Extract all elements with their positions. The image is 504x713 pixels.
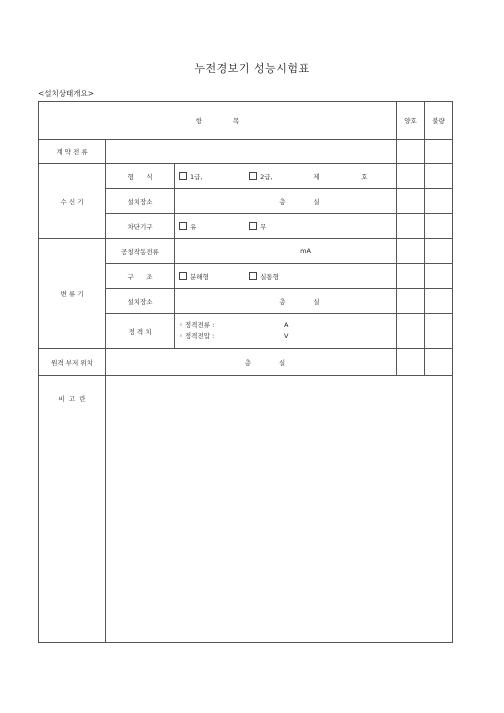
transformer-install-value[interactable]: 층 실 [175, 289, 397, 314]
receiver-breaker-value: 유 무 [175, 214, 397, 239]
transformer-current-row [39, 239, 453, 264]
transformer-install-bad[interactable] [425, 289, 453, 314]
transformer-install-label: 설치장소 [106, 289, 175, 314]
transformer-rating-value[interactable]: ◦ 정격전류 : A ◦ 정격전압 : V [175, 314, 397, 349]
header-row [39, 102, 453, 140]
remote-buzzer-row [39, 349, 453, 376]
contract-current-label: 계 약 전 류 [39, 140, 106, 164]
transformer-rating-good[interactable] [397, 314, 425, 349]
transformer-current-good[interactable] [397, 239, 425, 264]
transformer-current-bad[interactable] [425, 239, 453, 264]
remote-buzzer-bad[interactable] [425, 349, 453, 376]
remote-buzzer-good[interactable] [397, 349, 425, 376]
section-label: <설치상태개요> [38, 89, 95, 98]
contract-current-bad[interactable] [425, 140, 453, 164]
transformer-rating-label: 정 격 치 [106, 314, 175, 349]
checkbox-2nd-class[interactable] [249, 172, 257, 180]
page-title: 누전경보기 성능시험표 [194, 62, 310, 75]
checkbox-breaker-yes[interactable] [179, 222, 187, 230]
checkbox-breaker-no[interactable] [249, 222, 257, 230]
remote-buzzer-label: 원격 부저 위치 [39, 349, 106, 376]
transformer-install-good[interactable] [397, 289, 425, 314]
receiver-install-value[interactable]: 층 실 [175, 189, 397, 214]
remarks-row [39, 376, 453, 643]
transformer-label: 변 류 기 [39, 239, 106, 349]
receiver-install-label: 설치장소 [106, 189, 175, 214]
transformer-structure-bad[interactable] [425, 264, 453, 289]
transformer-structure-good[interactable] [397, 264, 425, 289]
receiver-label: 수 신 기 [39, 164, 106, 239]
checkbox-solid-type[interactable] [249, 272, 257, 280]
item-header: 항 목 [39, 102, 397, 140]
good-header: 양호 [397, 102, 425, 140]
remote-buzzer-value[interactable]: 층 실 [106, 349, 397, 376]
contract-current-value[interactable] [106, 140, 397, 164]
receiver-install-bad[interactable] [425, 189, 453, 214]
transformer-current-label: 공칭작동전류 [106, 239, 175, 264]
receiver-type-value: 1급, 2급, 제 호 [175, 164, 397, 189]
receiver-type-row [39, 164, 453, 189]
remarks-label: 비 고 란 [39, 376, 106, 643]
receiver-install-good[interactable] [397, 189, 425, 214]
receiver-breaker-label: 차단기구 [106, 214, 175, 239]
checkbox-split-type[interactable] [179, 272, 187, 280]
contract-current-good[interactable] [397, 140, 425, 164]
receiver-breaker-good[interactable] [397, 214, 425, 239]
checkbox-1st-class[interactable] [179, 172, 187, 180]
receiver-type-good[interactable] [397, 164, 425, 189]
transformer-current-value[interactable]: mA [175, 239, 397, 264]
receiver-type-label: 형 식 [106, 164, 175, 189]
transformer-rating-bad[interactable] [425, 314, 453, 349]
transformer-structure-value: 분해형 실통형 [175, 264, 397, 289]
performance-test-table [38, 101, 453, 643]
bad-header: 불량 [425, 102, 453, 140]
receiver-breaker-bad[interactable] [425, 214, 453, 239]
transformer-structure-label: 구 조 [106, 264, 175, 289]
contract-current-row [39, 140, 453, 164]
receiver-type-bad[interactable] [425, 164, 453, 189]
remarks-area[interactable] [106, 376, 453, 643]
